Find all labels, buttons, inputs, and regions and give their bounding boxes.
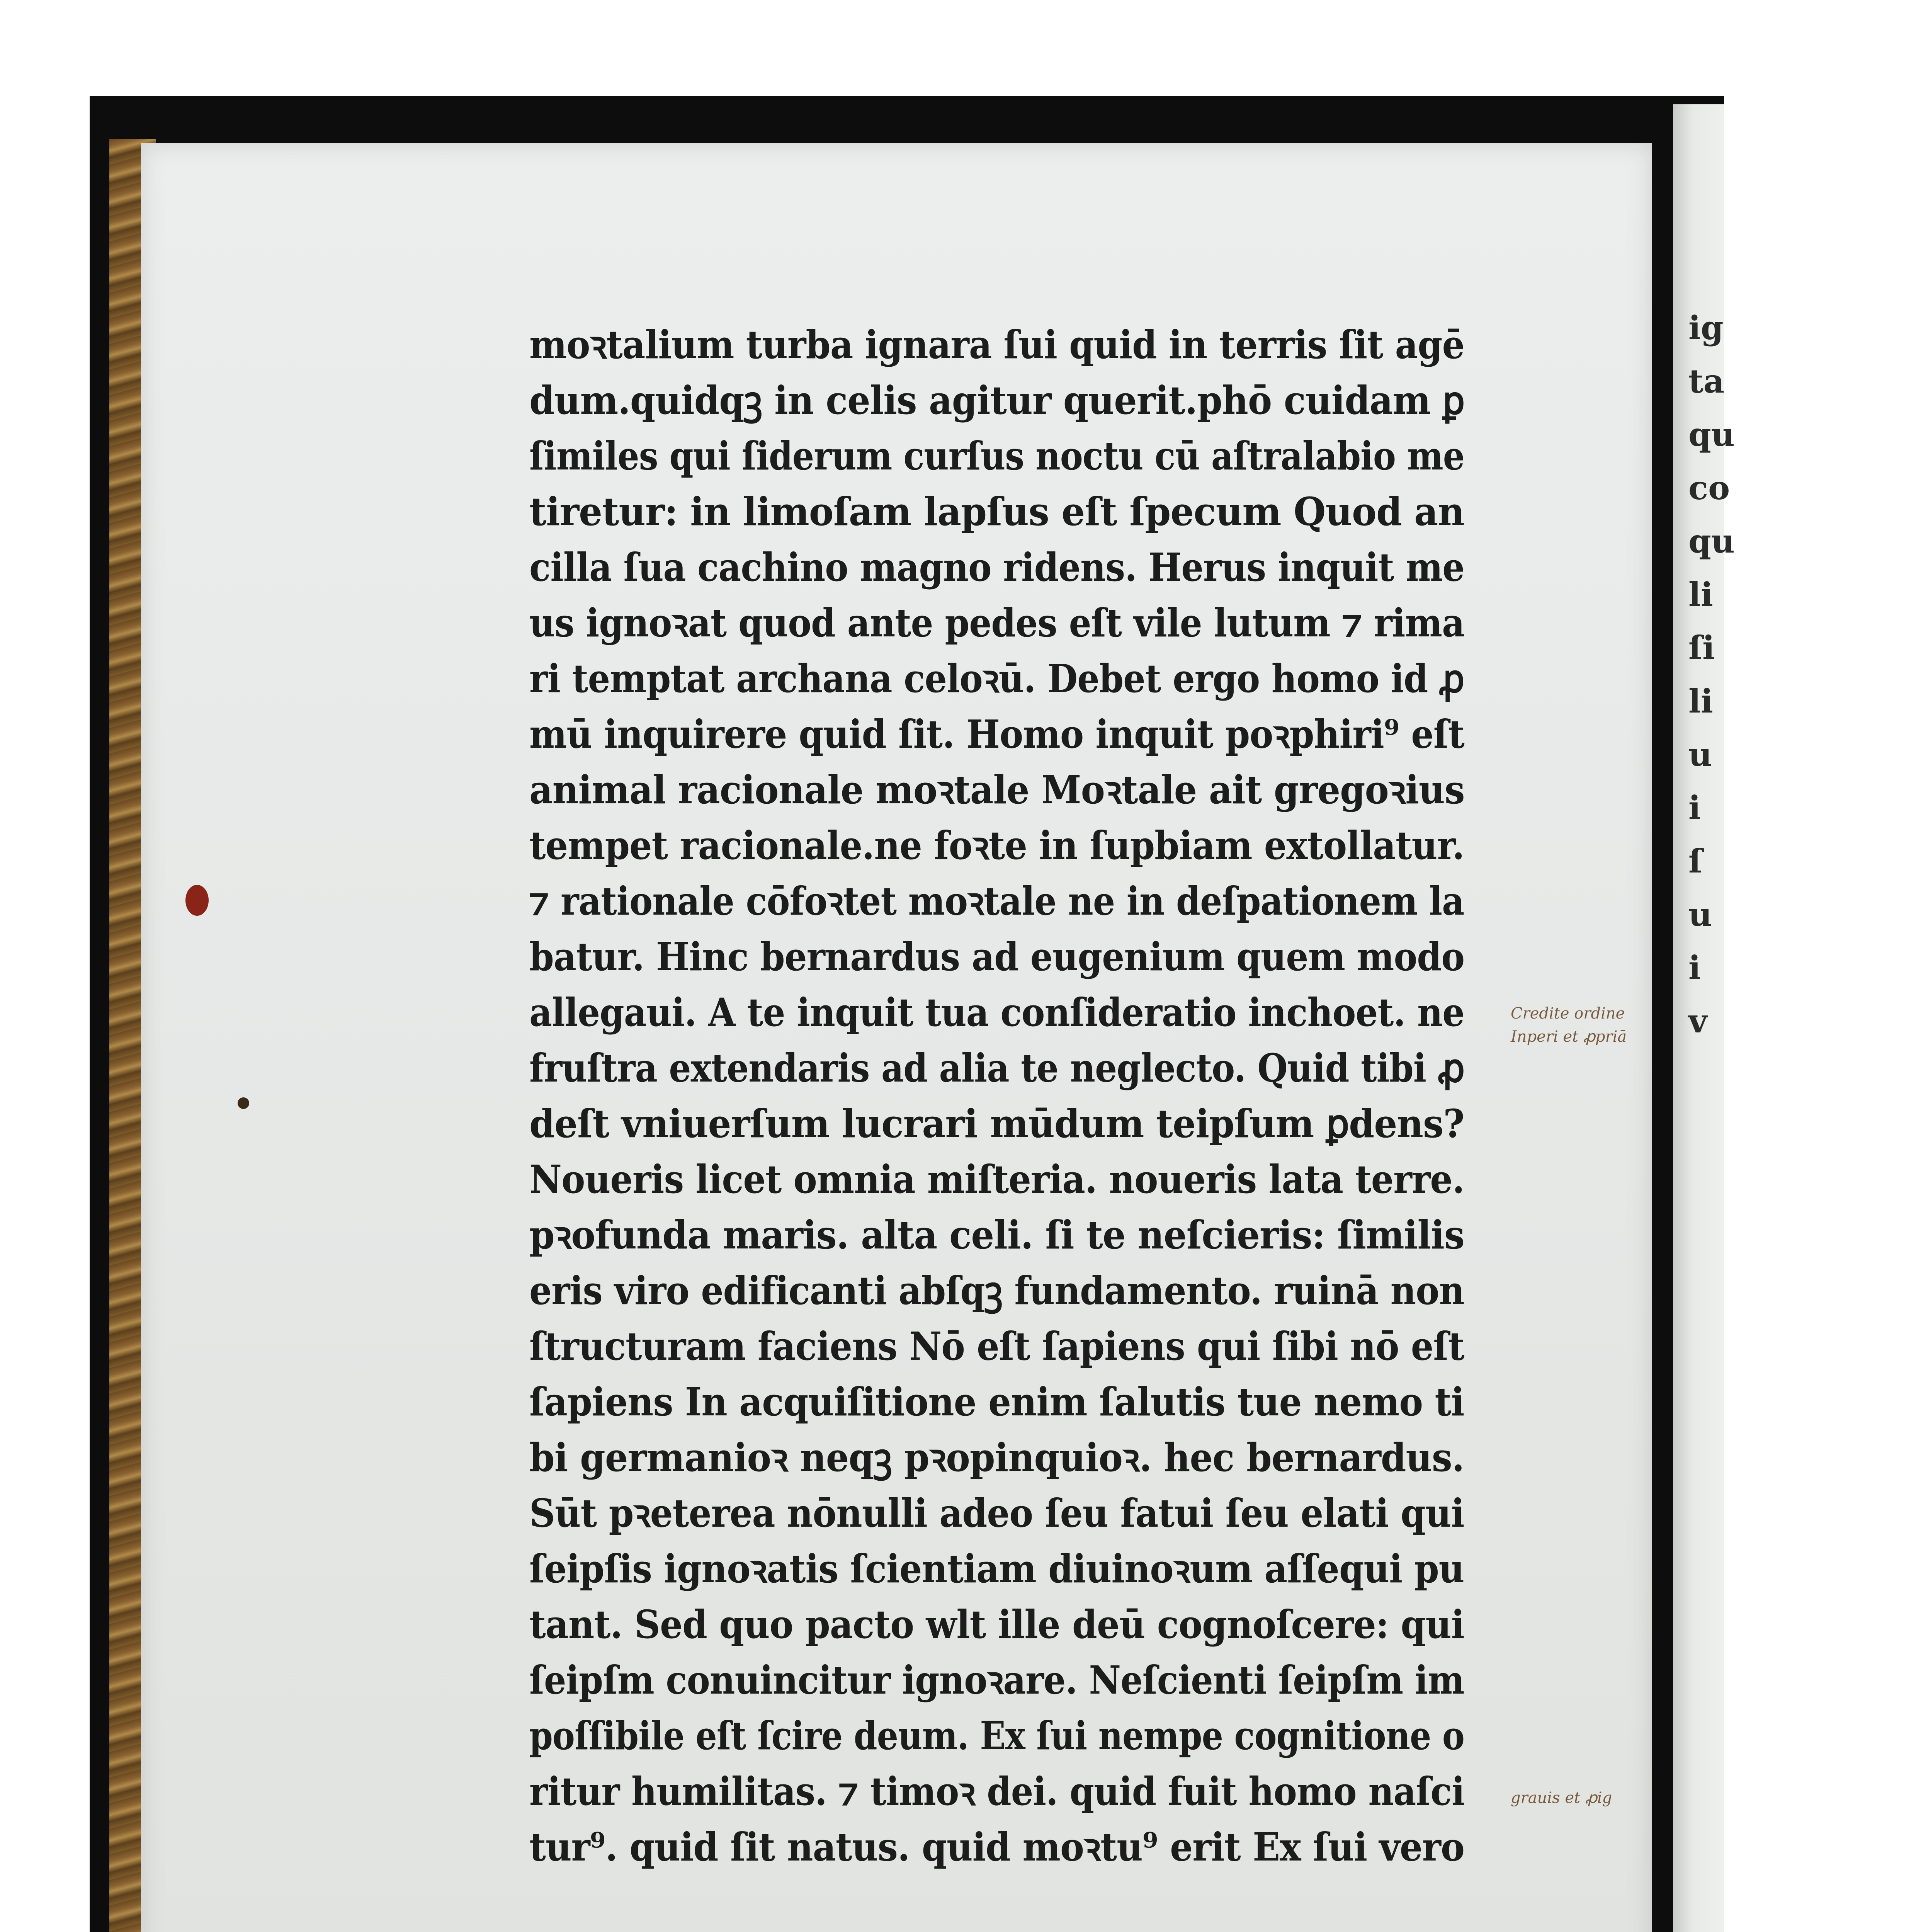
text-line: pꝛofunda maris. alta celi. ſi te neſcieris: ſimilis [529,1212,1464,1258]
facing-page-fragment: ig [1688,309,1724,347]
text-line: dum.quidqꝫ in celis agitur querit.phō cuidam ꝑ [529,378,1465,423]
text-line: tant. Sed quo pacto wlt ille deū cognoſcere: qui [529,1602,1465,1647]
dark-spot-mark [238,1097,249,1109]
text-line: batur. Hinc bernardus ad eugenium quem modo [529,934,1465,980]
text-line: ſeipſm conuincitur ignoꝛare. Neſcienti ſeipſm im [529,1657,1464,1703]
text-line: bi germanioꝛ neqꝫ pꝛopinquioꝛ. hec bernardus. [529,1435,1464,1480]
facing-page-fragment: u [1688,735,1712,774]
text-line: ſtructuram faciens Nō eſt ſapiens qui ſibi nō eſt [529,1323,1464,1369]
text-line: ritur humilitas. ⁊ timoꝛ dei. quid fuit homo naſci [529,1769,1465,1814]
facing-page-fragment: co [1688,469,1730,507]
facing-page-fragment: li [1688,575,1713,614]
text-line: cilla ſua cachino magno ridens. Herus inquit me [529,544,1465,590]
text-line: Noueris licet omnia miſteria. noueris lata terre. [529,1156,1464,1202]
facing-page-fragment: ſ [1688,842,1703,880]
facing-page-fragment: ſi [1688,629,1715,667]
text-line: eris viro edificanti abſqꝫ fundamento. ruinā non [529,1268,1464,1313]
printed-text-block [529,317,1464,1875]
text-line: us ignoꝛat quod ante pedes eſt vile lutum ⁊ rima [529,600,1465,646]
text-line: fruſtra extendaris ad alia te neglecto. Quid tibi ꝓ [529,1045,1465,1091]
text-line: ſimiles qui ſiderum curſus noctu cū aſtralabio me [529,433,1465,479]
text-line: mū inquirere quid ſit. Homo inquit poꝛphiri⁹ eſt [529,711,1464,757]
text-line: tur⁹. quid ſit natus. quid moꝛtu⁹ erit Ex ſui vero [529,1824,1465,1870]
red-stain-mark [185,885,209,916]
text-line: animal racionale moꝛtale Moꝛtale ait gregoꝛius [529,767,1465,813]
facing-page-fragment: u [1688,895,1712,934]
text-line: moꝛtalium turba ignara ſui quid in terris ſit agē [529,322,1465,367]
facing-page-fragment: i [1688,949,1701,987]
marginal-note: Inperi et ꝓpriā [1511,1028,1627,1046]
text-line: tiretur: in limoſam lapſus eſt ſpecum Quod an [529,489,1465,534]
facing-page-fragment: i [1688,789,1701,827]
marginal-note: Credite ordine [1511,1005,1625,1022]
text-line: ſeipſis ignoꝛatis ſcientiam diuinoꝛum aſſequi pu [529,1546,1464,1592]
text-line: poſſibile eſt ſcire deum. Ex ſui nempe cognitione o [529,1713,1465,1759]
text-line: deſt vniuerſum lucrari mūdum teipſum ꝑdens? [529,1101,1464,1146]
text-line: tempet racionale.ne foꝛte in ſupbiam extollatur. [529,823,1464,868]
text-line: ⁊ rationale cōfoꝛtet moꝛtale ne in deſpationem la [529,878,1464,924]
facing-page-fragment: qu [1688,522,1735,560]
facing-page-fragment: qu [1688,415,1735,454]
facing-page-text [1673,301,1735,1048]
text-line: ri temptat archana celoꝛū. Debet ergo homo id ꝓ [529,656,1464,701]
marginal-note: grauis et ꝓig [1511,1789,1612,1807]
facing-page-fragment: v [1688,1002,1707,1040]
facing-page [1673,104,1735,1932]
text-line: ſapiens In acquiſitione enim ſalutis tue nemo ti [529,1379,1464,1425]
text-line: Sūt pꝛeterea nōnulli adeo ſeu fatui ſeu elati qui [529,1490,1464,1536]
facing-page-fragment: li [1688,682,1713,720]
facing-page-fragment: ta [1688,362,1725,400]
text-line: allegaui. A te inquit tua conſideratio inchoet. ne [529,990,1465,1035]
